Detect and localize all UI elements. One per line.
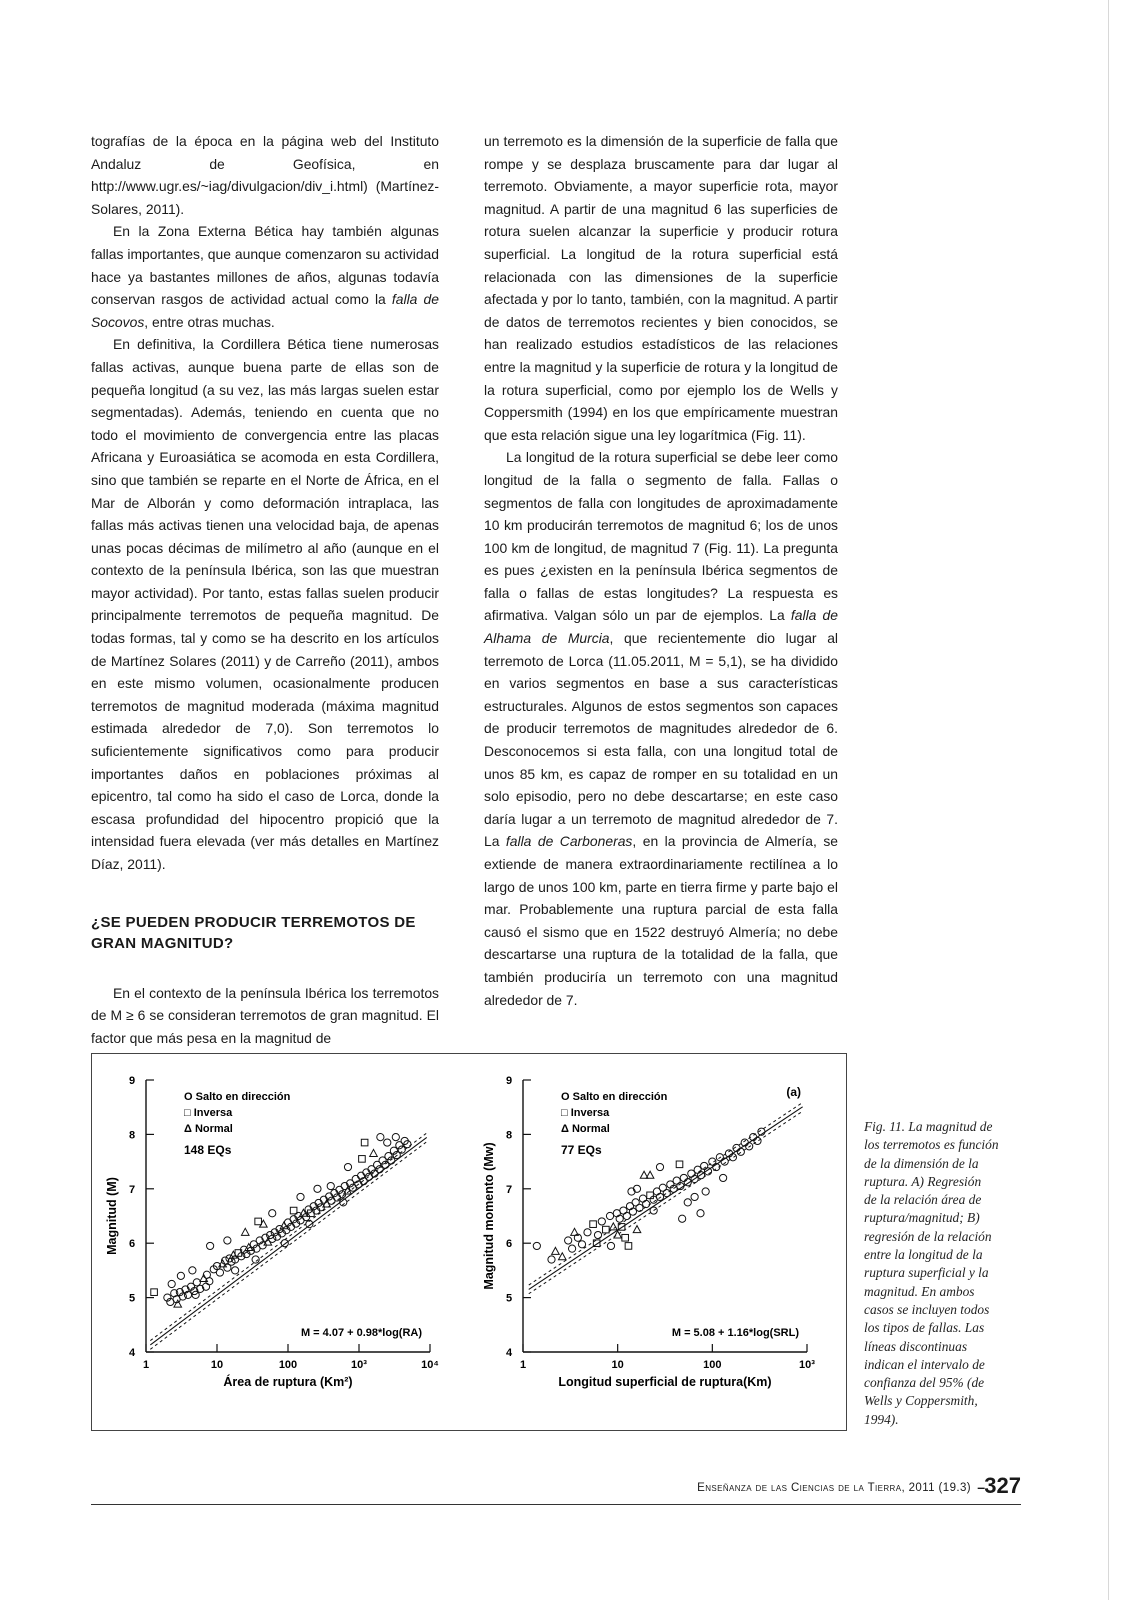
data-point-strike-slip xyxy=(578,1241,585,1248)
figure-box xyxy=(91,1053,847,1431)
x-tick-label: 100 xyxy=(703,1359,722,1371)
y-tick-label: 5 xyxy=(505,1292,513,1305)
x-tick-label: 10³ xyxy=(799,1359,815,1371)
page-footer xyxy=(91,1470,1021,1505)
data-point-reverse xyxy=(603,1226,610,1233)
y-tick-label: 9 xyxy=(505,1075,513,1087)
y-tick-label: 5 xyxy=(128,1292,136,1305)
journal-name: Enseñanza de las Ciencias de la Tierra, 2011 (19.3) xyxy=(697,1482,971,1494)
data-point-strike-slip xyxy=(629,1208,636,1215)
y-tick-label: 7 xyxy=(128,1183,136,1196)
data-point-strike-slip xyxy=(754,1137,761,1144)
data-point-strike-slip xyxy=(737,1148,744,1155)
caption-line: Wells y Coppersmith, xyxy=(864,1393,978,1409)
fault-name: falla de Alhama de Murcia xyxy=(484,607,838,647)
data-point-strike-slip xyxy=(177,1272,184,1279)
y-tick-label: 4 xyxy=(505,1347,513,1359)
text-run: En la Zona Externa Bética hay también algunas fallas importantes, que aunque comenzaron su actividad hace ya bastantes millones de años, algunas todavía conservan rasgos de actividad actual como la xyxy=(91,223,439,308)
y-axis-label: Magnitud (M) xyxy=(105,1177,119,1255)
x-tick-label: 10³ xyxy=(351,1359,367,1371)
data-point-strike-slip xyxy=(694,1166,701,1173)
data-point-strike-slip xyxy=(314,1185,321,1192)
page-edge-line xyxy=(1108,0,1109,1600)
data-point-reverse xyxy=(361,1139,368,1146)
page-number: 327 xyxy=(984,1473,1021,1498)
confidence-line xyxy=(150,1142,426,1350)
earthquake-count: 77 EQs xyxy=(561,1143,602,1157)
text-run: , en la provincia de Almería, se extiende de manera extraordinariamente rectilínea a lo largo de unos 100 km, parte en tierra firme y parte bajo el mar. Probablemente una ruptura parcial de esta falla causó el sismo que en 1522 destruyó Almería; no debe descartarse una ruptura de la totalidad de la falla, que también produciría un terremoto con una magnitud alrededor de 7. xyxy=(484,833,838,1008)
data-point-strike-slip xyxy=(168,1280,175,1287)
data-point-strike-slip xyxy=(269,1210,276,1217)
paragraph: un terremoto es la dimensión de la superficie de falla que rompe y se desplaza bruscamente para dar lugar al terremoto. Obviamente, a mayor superficie rota, mayor magnitud. A partir de una magnitud 6 las superficies de rotura suelen alcanzar la superficie y producir rotura superficial. La longitud de la rotura superficial está relacionada con las dimensiones de la superficie afectada y por lo tanto, también, con la magnitud. A partir de datos de terremotos recientes y bien conocidos, se han realizado estudios estadísticos de las relaciones entre la magnitud y la superficie de rotura y la longitud de la rotura superficial, como por ejemplo los de Wells y Coppersmith (1994) en los que empíricamente muestran que esta relación sigue una ley logarítmica (Fig. 11). xyxy=(484,133,838,443)
data-point-strike-slip xyxy=(620,1207,627,1214)
caption-line: ruptura superficial y la xyxy=(864,1265,989,1281)
data-point-strike-slip xyxy=(297,1193,304,1200)
data-point-strike-slip xyxy=(643,1200,650,1207)
legend-entry: Δ Normal xyxy=(561,1123,610,1135)
data-point-reverse xyxy=(590,1221,597,1228)
x-tick-label: 1 xyxy=(142,1359,150,1371)
x-tick-label: 10⁴ xyxy=(421,1359,439,1371)
data-point-strike-slip xyxy=(684,1199,691,1206)
y-axis-label: Magnitud momento (Mw) xyxy=(482,1142,496,1290)
data-point-strike-slip xyxy=(224,1237,231,1244)
data-point-strike-slip xyxy=(584,1229,591,1236)
caption-line: Fig. 11. La magnitud de xyxy=(864,1119,993,1134)
caption-line: confianza del 95% (de xyxy=(864,1375,985,1391)
data-point-strike-slip xyxy=(680,1174,687,1181)
regression-equation: M = 4.07 + 0.98*log(RA) xyxy=(300,1327,422,1339)
data-point-reverse xyxy=(255,1218,262,1225)
caption-line: de la dimensión de la xyxy=(864,1155,979,1171)
paragraph: En definitiva, la Cordillera Bética tiene numerosas fallas activas, aunque buena parte de ellas son de pequeña longitud (a su vez, las más largas suelen estar segmentadas). Además, teniendo en cuenta que no todo el movimiento de convergencia entre las placas Africana y Euroasiática se acomoda en esta Cordillera, sino que también se reparte en el Norte de África, en el Mar de Alborán y como deformación intraplaca, las fallas más activas tienen una velocidad baja, de apenas unas pocas décimas de milímetro al año (aunque en el contexto de la península Ibérica, son las que muestran mayor actividad). Por tanto, estas fallas suelen producir principalmente terremotos de pequeña magnitud. De todas formas, tal y como se ha descrito en los artículos de Martínez Solares (2011) y de Carreño (2011), ambos en este mismo volumen, ocasionalmente producen terremotos de magnitud moderada (máxima magnitud estimada alrededor de 7,0). Son terremotos lo suficientemente significativos como para producir importantes daños en poblaciones próximas al epicentro, tal como ha sido el caso de Lorca, donde la escasa profundidad del hipocentro propició que la intensidad fuera elevada (ver más detalles en Martínez Díaz, 2011). xyxy=(91,336,439,872)
caption-line: líneas discontinuas xyxy=(864,1338,968,1354)
data-point-reverse xyxy=(647,1192,654,1199)
x-tick-label: 10 xyxy=(611,1359,624,1371)
caption-line: magnitud. En ambos xyxy=(864,1283,975,1299)
data-point-strike-slip xyxy=(568,1245,575,1252)
caption-line: 1994). xyxy=(864,1411,899,1427)
confidence-line xyxy=(150,1133,426,1341)
chart-area-rupture xyxy=(92,1054,469,1430)
data-point-strike-slip xyxy=(344,1163,351,1170)
caption-line: ruptura. A) Regresión xyxy=(864,1173,982,1189)
x-axis-label: Longitud superficial de ruptura(Km) xyxy=(558,1375,772,1389)
paragraph xyxy=(91,220,439,333)
paragraph: tografías de la época en la página web del Instituto Andaluz de Geofísica, en http://www.ugr.es/~iag/divulgacion/div_i.html) (Martínez-Solares, 2011). xyxy=(91,133,439,217)
data-point-strike-slip xyxy=(697,1210,704,1217)
data-point-normal xyxy=(370,1149,378,1156)
panel-label: (a) xyxy=(786,1085,801,1099)
data-point-strike-slip xyxy=(392,1134,399,1141)
earthquake-count: 148 EQs xyxy=(184,1143,232,1157)
data-point-strike-slip xyxy=(189,1267,196,1274)
caption-line: casos se incluyen todos xyxy=(864,1301,990,1317)
data-point-strike-slip xyxy=(533,1242,540,1249)
data-point-strike-slip xyxy=(216,1269,223,1276)
data-point-normal xyxy=(633,1226,641,1233)
data-point-strike-slip xyxy=(656,1163,663,1170)
data-point-normal xyxy=(260,1220,268,1227)
x-tick-label: 10 xyxy=(210,1359,224,1371)
legend-entry: □ Inversa xyxy=(184,1107,233,1119)
data-point-reverse xyxy=(622,1234,629,1241)
y-tick-label: 6 xyxy=(505,1238,513,1251)
data-point-reverse xyxy=(151,1289,158,1296)
text-run: , entre otras muchas. xyxy=(144,313,275,330)
data-point-normal xyxy=(552,1247,560,1254)
section-heading: ¿SE PUEDEN PRODUCIR TERREMOTOS DE GRAN MAGNITUD? xyxy=(91,913,416,952)
x-tick-label: 100 xyxy=(278,1359,298,1371)
data-point-normal xyxy=(174,1300,182,1307)
data-point-strike-slip xyxy=(607,1242,614,1249)
data-point-strike-slip xyxy=(691,1193,698,1200)
legend-entry: O Salto en dirección xyxy=(561,1091,668,1103)
data-point-strike-slip xyxy=(326,1193,333,1200)
figure-caption xyxy=(864,1118,1024,1429)
data-point-strike-slip xyxy=(606,1212,613,1219)
legend-entry: Δ Normal xyxy=(184,1123,233,1135)
fault-name: falla de Carboneras xyxy=(505,833,633,850)
legend-entry: O Salto en dirección xyxy=(184,1091,291,1103)
data-point-strike-slip xyxy=(656,1193,663,1200)
data-point-strike-slip xyxy=(207,1242,214,1249)
data-point-reverse xyxy=(359,1156,366,1163)
data-point-strike-slip xyxy=(232,1267,239,1274)
data-point-normal xyxy=(558,1253,566,1260)
data-point-strike-slip xyxy=(328,1197,335,1204)
footer-dash: – xyxy=(977,1479,985,1495)
data-point-reverse xyxy=(625,1243,632,1250)
data-point-normal xyxy=(241,1228,249,1235)
y-tick-label: 4 xyxy=(128,1347,136,1359)
left-column xyxy=(91,130,439,1049)
data-point-normal xyxy=(610,1223,618,1230)
data-point-strike-slip xyxy=(702,1188,709,1195)
data-point-strike-slip xyxy=(377,1134,384,1141)
caption-line: los tipos de fallas. Las xyxy=(864,1320,985,1336)
data-point-strike-slip xyxy=(720,1174,727,1181)
caption-line: regresión de la relación xyxy=(864,1228,992,1244)
caption-line: de la relación área de xyxy=(864,1192,982,1208)
legend-entry: □ Inversa xyxy=(561,1107,610,1119)
fault-name: falla de Socovos xyxy=(91,291,439,330)
confidence-line xyxy=(529,1111,803,1294)
text-run: , que recientemente dio lugar al terremoto de Lorca (11.05.2011, M = 5,1), se ha dividido en varios segmentos en base a sus características estructurales. Algunos de estos segmentos son capaces de producir terremotos de magnitudes alrededor de 6. Desconocemos si esta falla, con una longitud total de unos 85 km, es capaz de romper en su totalidad en un solo episodio, pero no debe descartarse; en este caso daría lugar a un terremoto de magnitud alrededor de 7. La xyxy=(484,630,839,850)
right-column xyxy=(484,130,838,1011)
y-tick-label: 8 xyxy=(505,1129,513,1142)
data-point-strike-slip xyxy=(639,1195,646,1202)
paragraph: En el contexto de la península Ibérica los terremotos de M ≥ 6 se consideran terremotos de gran magnitud. El factor que más pesa en la magnitud de xyxy=(91,984,439,1046)
y-tick-label: 7 xyxy=(505,1183,513,1196)
data-point-strike-slip xyxy=(598,1218,605,1225)
text-run: La longitud de la rotura superficial se debe leer como longitud de la falla o segmento de falla. Fallas o segmentos de falla con longitudes de aproximadamente 10 km producirán terremotos de magnitud 6; los de unos 100 km de longitud, de magnitud 7 (Fig. 11). La pregunta es pues ¿existen en la península Ibérica segmentos de falla o fallas de estas longitudes? La respuesta es afirmativa. Valgan sólo un par de ejemplos. La xyxy=(484,449,838,624)
data-point-reverse xyxy=(676,1161,683,1168)
x-axis-label: Área de ruptura (Km²) xyxy=(223,1375,353,1389)
data-point-strike-slip xyxy=(281,1240,288,1247)
data-point-strike-slip xyxy=(327,1182,334,1189)
data-point-strike-slip xyxy=(594,1231,601,1238)
data-point-strike-slip xyxy=(663,1190,670,1197)
data-point-strike-slip xyxy=(636,1204,643,1211)
caption-line: indican el intervalo de xyxy=(864,1356,985,1372)
chart-surface-length xyxy=(469,1054,846,1430)
x-tick-label: 1 xyxy=(519,1359,527,1371)
y-tick-label: 9 xyxy=(128,1075,136,1087)
regression-equation: M = 5.08 + 1.16*log(SRL) xyxy=(671,1327,799,1339)
y-tick-label: 8 xyxy=(128,1129,136,1142)
data-point-strike-slip xyxy=(548,1256,555,1263)
data-point-strike-slip xyxy=(305,1206,312,1213)
caption-line: entre la longitud de la xyxy=(864,1247,983,1263)
data-point-strike-slip xyxy=(384,1139,391,1146)
data-point-strike-slip xyxy=(679,1215,686,1222)
caption-line: ruptura/magnitud; B) xyxy=(864,1210,980,1226)
paragraph xyxy=(484,446,838,1011)
caption-line: los terremotos es función xyxy=(864,1137,999,1153)
data-point-strike-slip xyxy=(565,1237,572,1244)
y-tick-label: 6 xyxy=(128,1238,136,1251)
